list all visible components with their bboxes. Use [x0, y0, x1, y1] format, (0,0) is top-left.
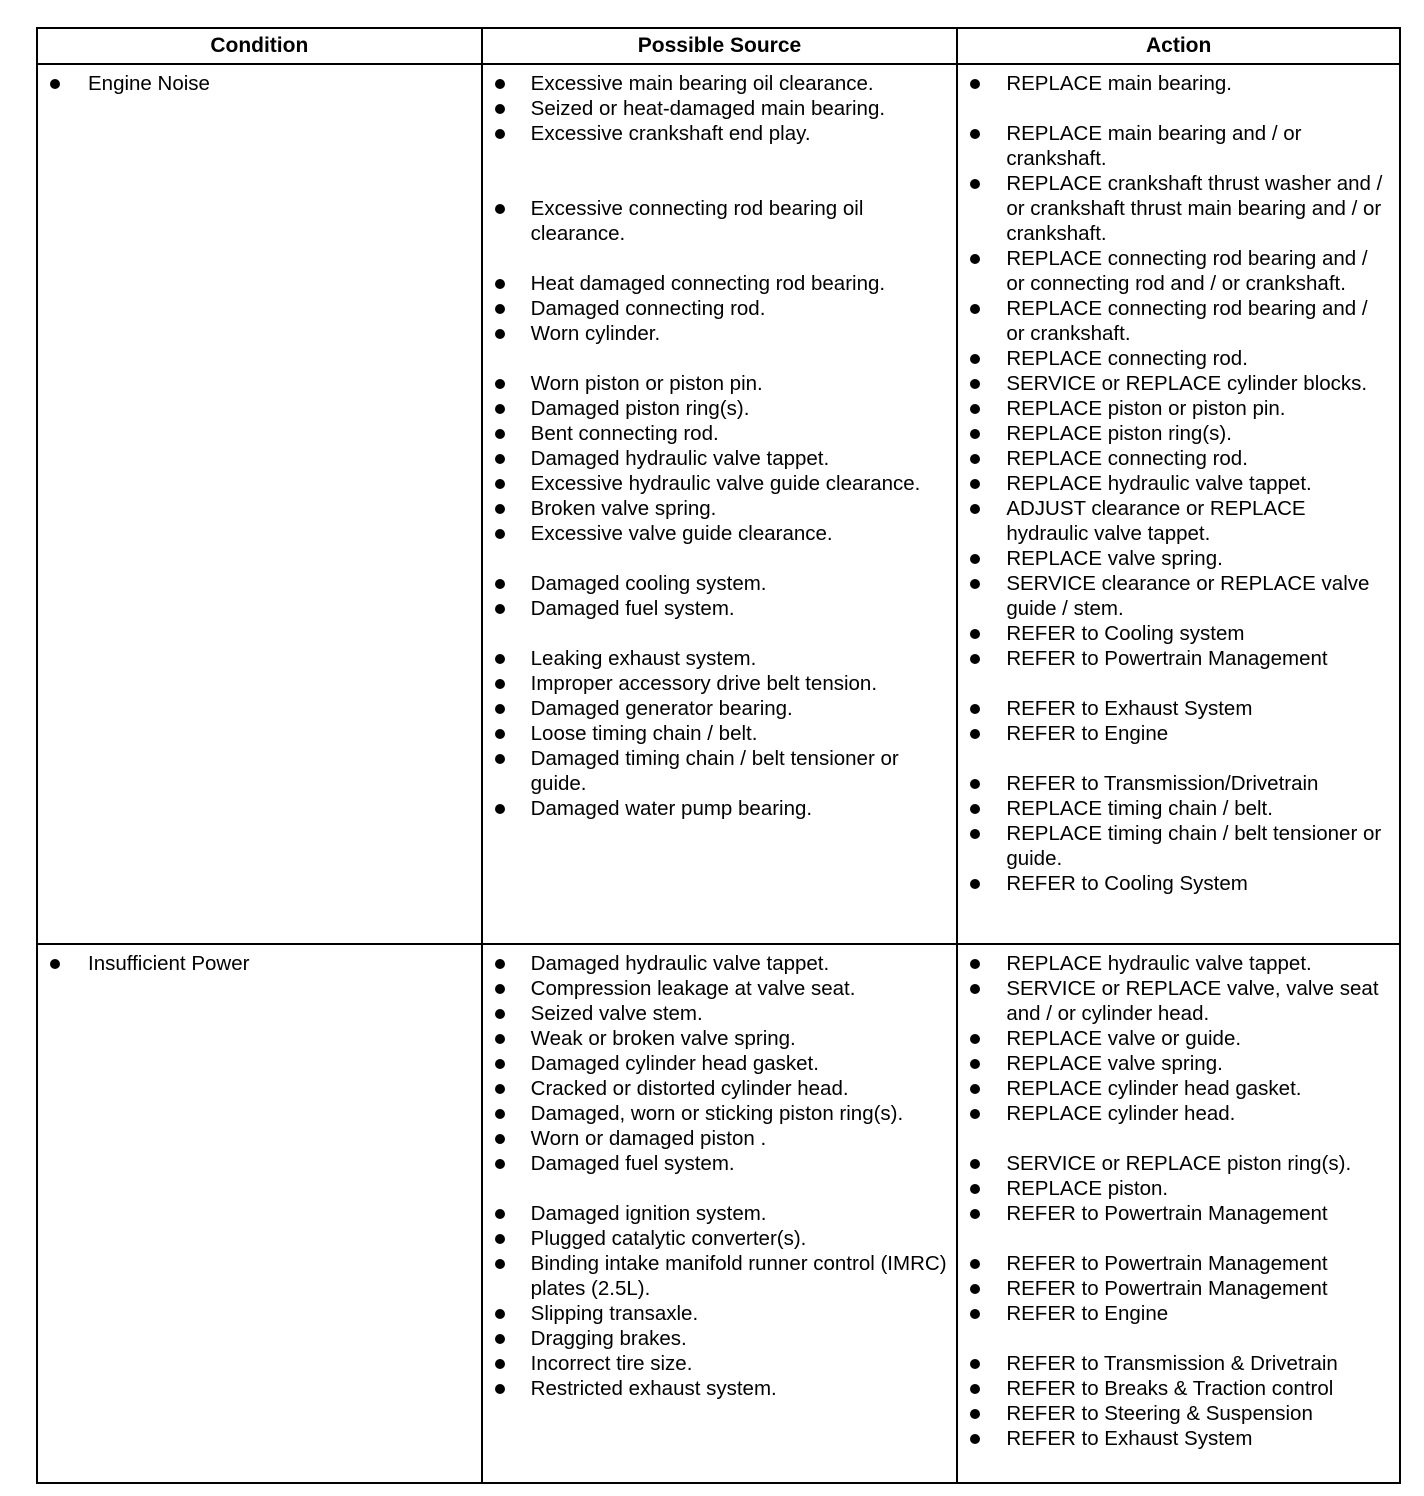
list-item: Leaking exhaust system. — [483, 646, 957, 671]
list-item: REPLACE crankshaft thrust washer and / or crankshaft thrust main bearing and / or crankshaft. — [958, 171, 1399, 246]
list-item: REFER to Cooling system — [958, 621, 1399, 646]
list-item: REFER to Powertrain Management — [958, 1201, 1399, 1226]
condition-engine-noise: Engine Noise — [38, 71, 481, 96]
list-item: Broken valve spring. — [483, 496, 957, 521]
list-item: ADJUST clearance or REPLACE hydraulic valve tappet. — [958, 496, 1399, 546]
list-item: Worn piston or piston pin. — [483, 371, 957, 396]
list-item: Incorrect tire size. — [483, 1351, 957, 1376]
list-item: REPLACE cylinder head gasket. — [958, 1076, 1399, 1101]
list-item: REPLACE piston or piston pin. — [958, 396, 1399, 421]
list-item: Dragging brakes. — [483, 1326, 957, 1351]
list-item: Worn cylinder. — [483, 321, 957, 346]
diagnosis-table — [36, 27, 1401, 1484]
list-item: SERVICE or REPLACE valve, valve seat and / or cylinder head. — [958, 976, 1399, 1026]
list-item: REFER to Powertrain Management — [958, 1276, 1399, 1301]
condition-insufficient-power: Insufficient Power — [38, 951, 481, 976]
list-item: Restricted exhaust system. — [483, 1376, 957, 1401]
list-item: Plugged catalytic converter(s). — [483, 1226, 957, 1251]
list-item: Loose timing chain / belt. — [483, 721, 957, 746]
list-item: REPLACE timing chain / belt. — [958, 796, 1399, 821]
list-item: Excessive valve guide clearance. — [483, 521, 957, 546]
list-item: Damaged generator bearing. — [483, 696, 957, 721]
list-item: Damaged fuel system. — [483, 1151, 957, 1176]
header-condition: Condition — [37, 28, 482, 64]
list-item: Excessive main bearing oil clearance. — [483, 71, 957, 96]
action-list — [958, 71, 1399, 896]
header-row — [37, 28, 1400, 64]
list-item: Damaged piston ring(s). — [483, 396, 957, 421]
list-item: REFER to Powertrain Management — [958, 1251, 1399, 1276]
list-item: Damaged hydraulic valve tappet. — [483, 951, 957, 976]
list-item: REPLACE main bearing and / or crankshaft. — [958, 121, 1399, 171]
list-item: REPLACE main bearing. — [958, 71, 1399, 96]
list-item: Excessive hydraulic valve guide clearance. — [483, 471, 957, 496]
list-item: REPLACE valve spring. — [958, 1051, 1399, 1076]
list-item: REFER to Transmission/Drivetrain — [958, 771, 1399, 796]
action-cell — [957, 944, 1400, 1483]
list-item: Damaged fuel system. — [483, 596, 957, 621]
list-item: Compression leakage at valve seat. — [483, 976, 957, 1001]
list-item: REPLACE connecting rod bearing and / or crankshaft. — [958, 296, 1399, 346]
list-item: Improper accessory drive belt tension. — [483, 671, 957, 696]
header-possible-source: Possible Source — [482, 28, 958, 64]
list-item: Worn or damaged piston . — [483, 1126, 957, 1151]
source-cell — [482, 64, 958, 944]
list-item: Weak or broken valve spring. — [483, 1026, 957, 1051]
list-item: Binding intake manifold runner control (IMRC) plates (2.5L). — [483, 1251, 957, 1301]
list-item: Cracked or distorted cylinder head. — [483, 1076, 957, 1101]
list-item: REFER to Engine — [958, 1301, 1399, 1326]
action-cell — [957, 64, 1400, 944]
list-item: REPLACE valve spring. — [958, 546, 1399, 571]
list-item: Seized valve stem. — [483, 1001, 957, 1026]
list-item: REPLACE timing chain / belt tensioner or guide. — [958, 821, 1399, 871]
source-list — [483, 71, 957, 821]
action-list — [958, 951, 1399, 1451]
list-item: SERVICE clearance or REPLACE valve guide / stem. — [958, 571, 1399, 621]
condition-cell — [37, 64, 482, 944]
table-row — [37, 64, 1400, 944]
list-item: REPLACE cylinder head. — [958, 1101, 1399, 1126]
source-cell — [482, 944, 958, 1483]
list-item: REPLACE connecting rod bearing and / or connecting rod and / or crankshaft. — [958, 246, 1399, 296]
list-item: REFER to Exhaust System — [958, 1426, 1399, 1451]
list-item: REFER to Breaks & Traction control — [958, 1376, 1399, 1401]
list-item: REPLACE hydraulic valve tappet. — [958, 471, 1399, 496]
header-action: Action — [957, 28, 1400, 64]
list-item: REFER to Transmission & Drivetrain — [958, 1351, 1399, 1376]
list-item: Damaged timing chain / belt tensioner or guide. — [483, 746, 957, 796]
list-item: REFER to Engine — [958, 721, 1399, 746]
list-item: Damaged ignition system. — [483, 1201, 957, 1226]
list-item: Bent connecting rod. — [483, 421, 957, 446]
condition-cell — [37, 944, 482, 1483]
list-item: Slipping transaxle. — [483, 1301, 957, 1326]
list-item: Damaged connecting rod. — [483, 296, 957, 321]
list-item: Heat damaged connecting rod bearing. — [483, 271, 957, 296]
list-item: Damaged cylinder head gasket. — [483, 1051, 957, 1076]
list-item: REPLACE piston ring(s). — [958, 421, 1399, 446]
list-item: Damaged water pump bearing. — [483, 796, 957, 821]
list-item: Damaged, worn or sticking piston ring(s). — [483, 1101, 957, 1126]
list-item: Damaged hydraulic valve tappet. — [483, 446, 957, 471]
list-item: Damaged cooling system. — [483, 571, 957, 596]
table-row — [37, 944, 1400, 1483]
list-item: REFER to Cooling System — [958, 871, 1399, 896]
list-item: REPLACE hydraulic valve tappet. — [958, 951, 1399, 976]
list-item: REFER to Steering & Suspension — [958, 1401, 1399, 1426]
list-item: REPLACE piston. — [958, 1176, 1399, 1201]
list-item: SERVICE or REPLACE piston ring(s). — [958, 1151, 1399, 1176]
list-item: Excessive connecting rod bearing oil clearance. — [483, 196, 957, 246]
list-item: REPLACE connecting rod. — [958, 346, 1399, 371]
list-item: Excessive crankshaft end play. — [483, 121, 957, 146]
list-item: SERVICE or REPLACE cylinder blocks. — [958, 371, 1399, 396]
list-item: Seized or heat-damaged main bearing. — [483, 96, 957, 121]
list-item: REFER to Exhaust System — [958, 696, 1399, 721]
list-item: REPLACE connecting rod. — [958, 446, 1399, 471]
list-item: REPLACE valve or guide. — [958, 1026, 1399, 1051]
list-item: REFER to Powertrain Management — [958, 646, 1399, 671]
source-list — [483, 951, 957, 1401]
